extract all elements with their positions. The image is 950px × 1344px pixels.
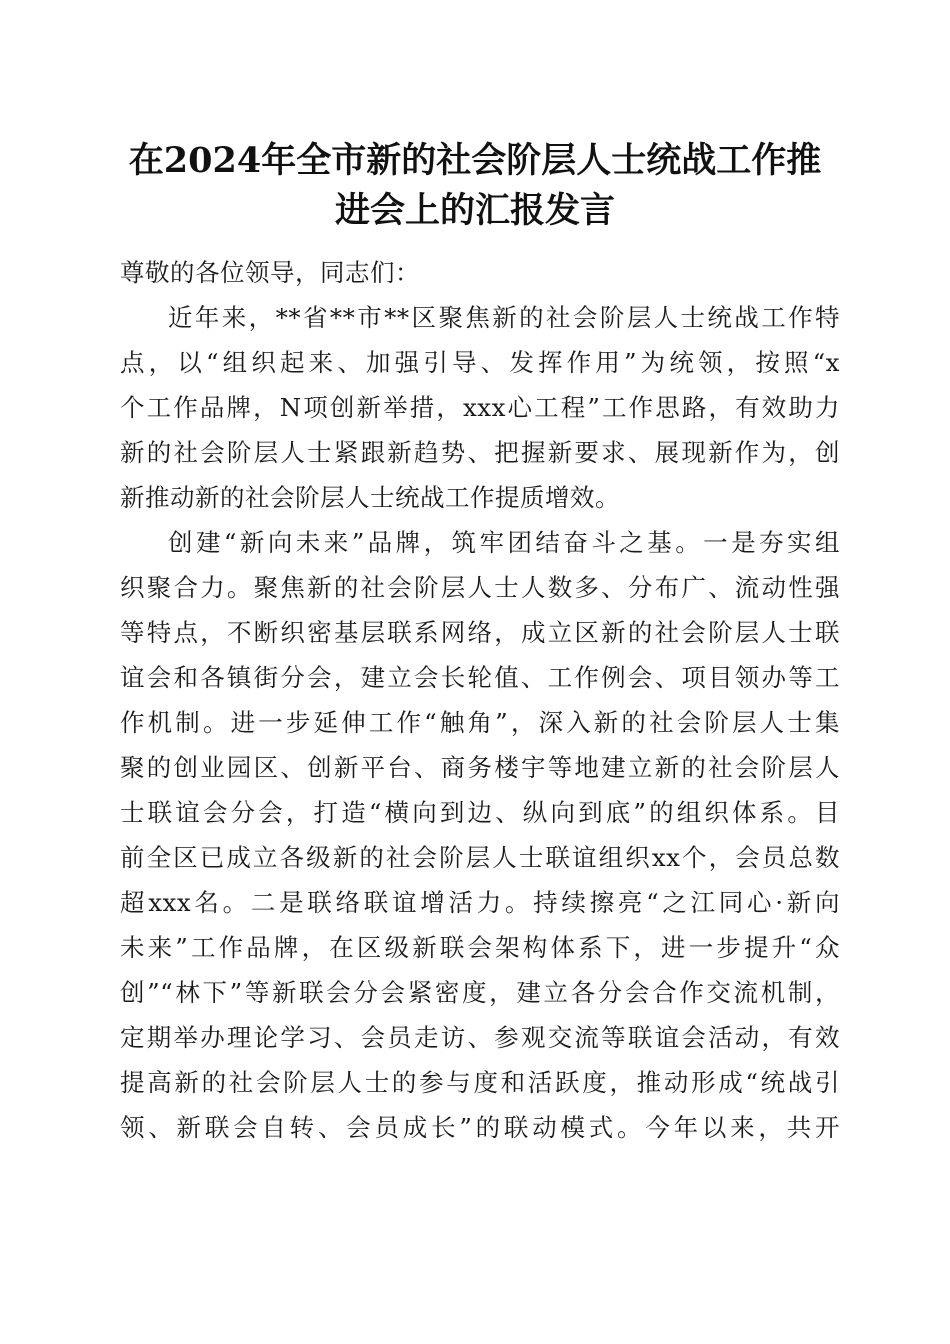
- paragraph-line: 前全区已成立各级新的社会阶层人士联谊组织xx个，会员总数: [120, 843, 840, 872]
- title-line-1: 在2024年全市新的社会阶层人士统战工作推: [128, 140, 822, 181]
- paragraph-line: 创”“林下”等新联会分会紧密度，建立各分会合作交流机制，: [120, 978, 840, 1007]
- paragraph-line: 谊会和各镇街分会，建立会长轮值、工作例会、项目领办等工: [120, 663, 840, 692]
- paragraph-line: 新的社会阶层人士紧跟新趋势、把握新要求、展现新作为，创: [120, 438, 840, 467]
- paragraph-line: 未来”工作品牌，在区级新联会架构体系下，进一步提升“众: [120, 933, 840, 962]
- paragraph-2: [120, 520, 840, 1150]
- paragraph-line: 领、新联会自转、会员成长”的联动模式。今年以来，共开: [120, 1113, 840, 1142]
- paragraph-1: [120, 295, 840, 520]
- paragraph-line: 个工作品牌，N项创新举措，xxx心工程”工作思路，有效助力: [120, 393, 840, 422]
- document-body: [120, 250, 840, 1150]
- title-line-2: 进会上的汇报发言: [334, 190, 615, 231]
- paragraph-line: 创建“新向未来”品牌，筑牢团结奋斗之基。一是夯实组: [168, 528, 840, 557]
- paragraph-line: 新推动新的社会阶层人士统战工作提质增效。: [120, 483, 620, 512]
- paragraph-line: 士联谊会分会，打造“横向到边、纵向到底”的组织体系。目: [120, 798, 840, 827]
- paragraph-line: 作机制。进一步延伸工作“触角”，深入新的社会阶层人士集: [120, 708, 840, 737]
- paragraph-line: 提高新的社会阶层人士的参与度和活跃度，推动形成“统战引: [120, 1068, 840, 1097]
- paragraph-line: 点，以“组织起来、加强引导、发挥作用”为统领，按照“x: [120, 348, 840, 377]
- paragraph-line: 等特点，不断织密基层联系网络，成立区新的社会阶层人士联: [120, 618, 840, 647]
- paragraph-line: 织聚合力。聚焦新的社会阶层人士人数多、分布广、流动性强: [120, 573, 840, 602]
- document-title: [110, 136, 840, 236]
- paragraph-line: 超xxx名。二是联络联谊增活力。持续擦亮“之江同心·新向: [120, 888, 840, 917]
- paragraph-line: 聚的创业园区、创新平台、商务楼宇等地建立新的社会阶层人: [120, 753, 840, 782]
- salutation: 尊敬的各位领导，同志们：: [120, 258, 420, 287]
- paragraph-line: 近年来，**省**市**区聚焦新的社会阶层人士统战工作特: [168, 303, 840, 332]
- paragraph-line: 定期举办理论学习、会员走访、参观交流等联谊会活动，有效: [120, 1023, 840, 1052]
